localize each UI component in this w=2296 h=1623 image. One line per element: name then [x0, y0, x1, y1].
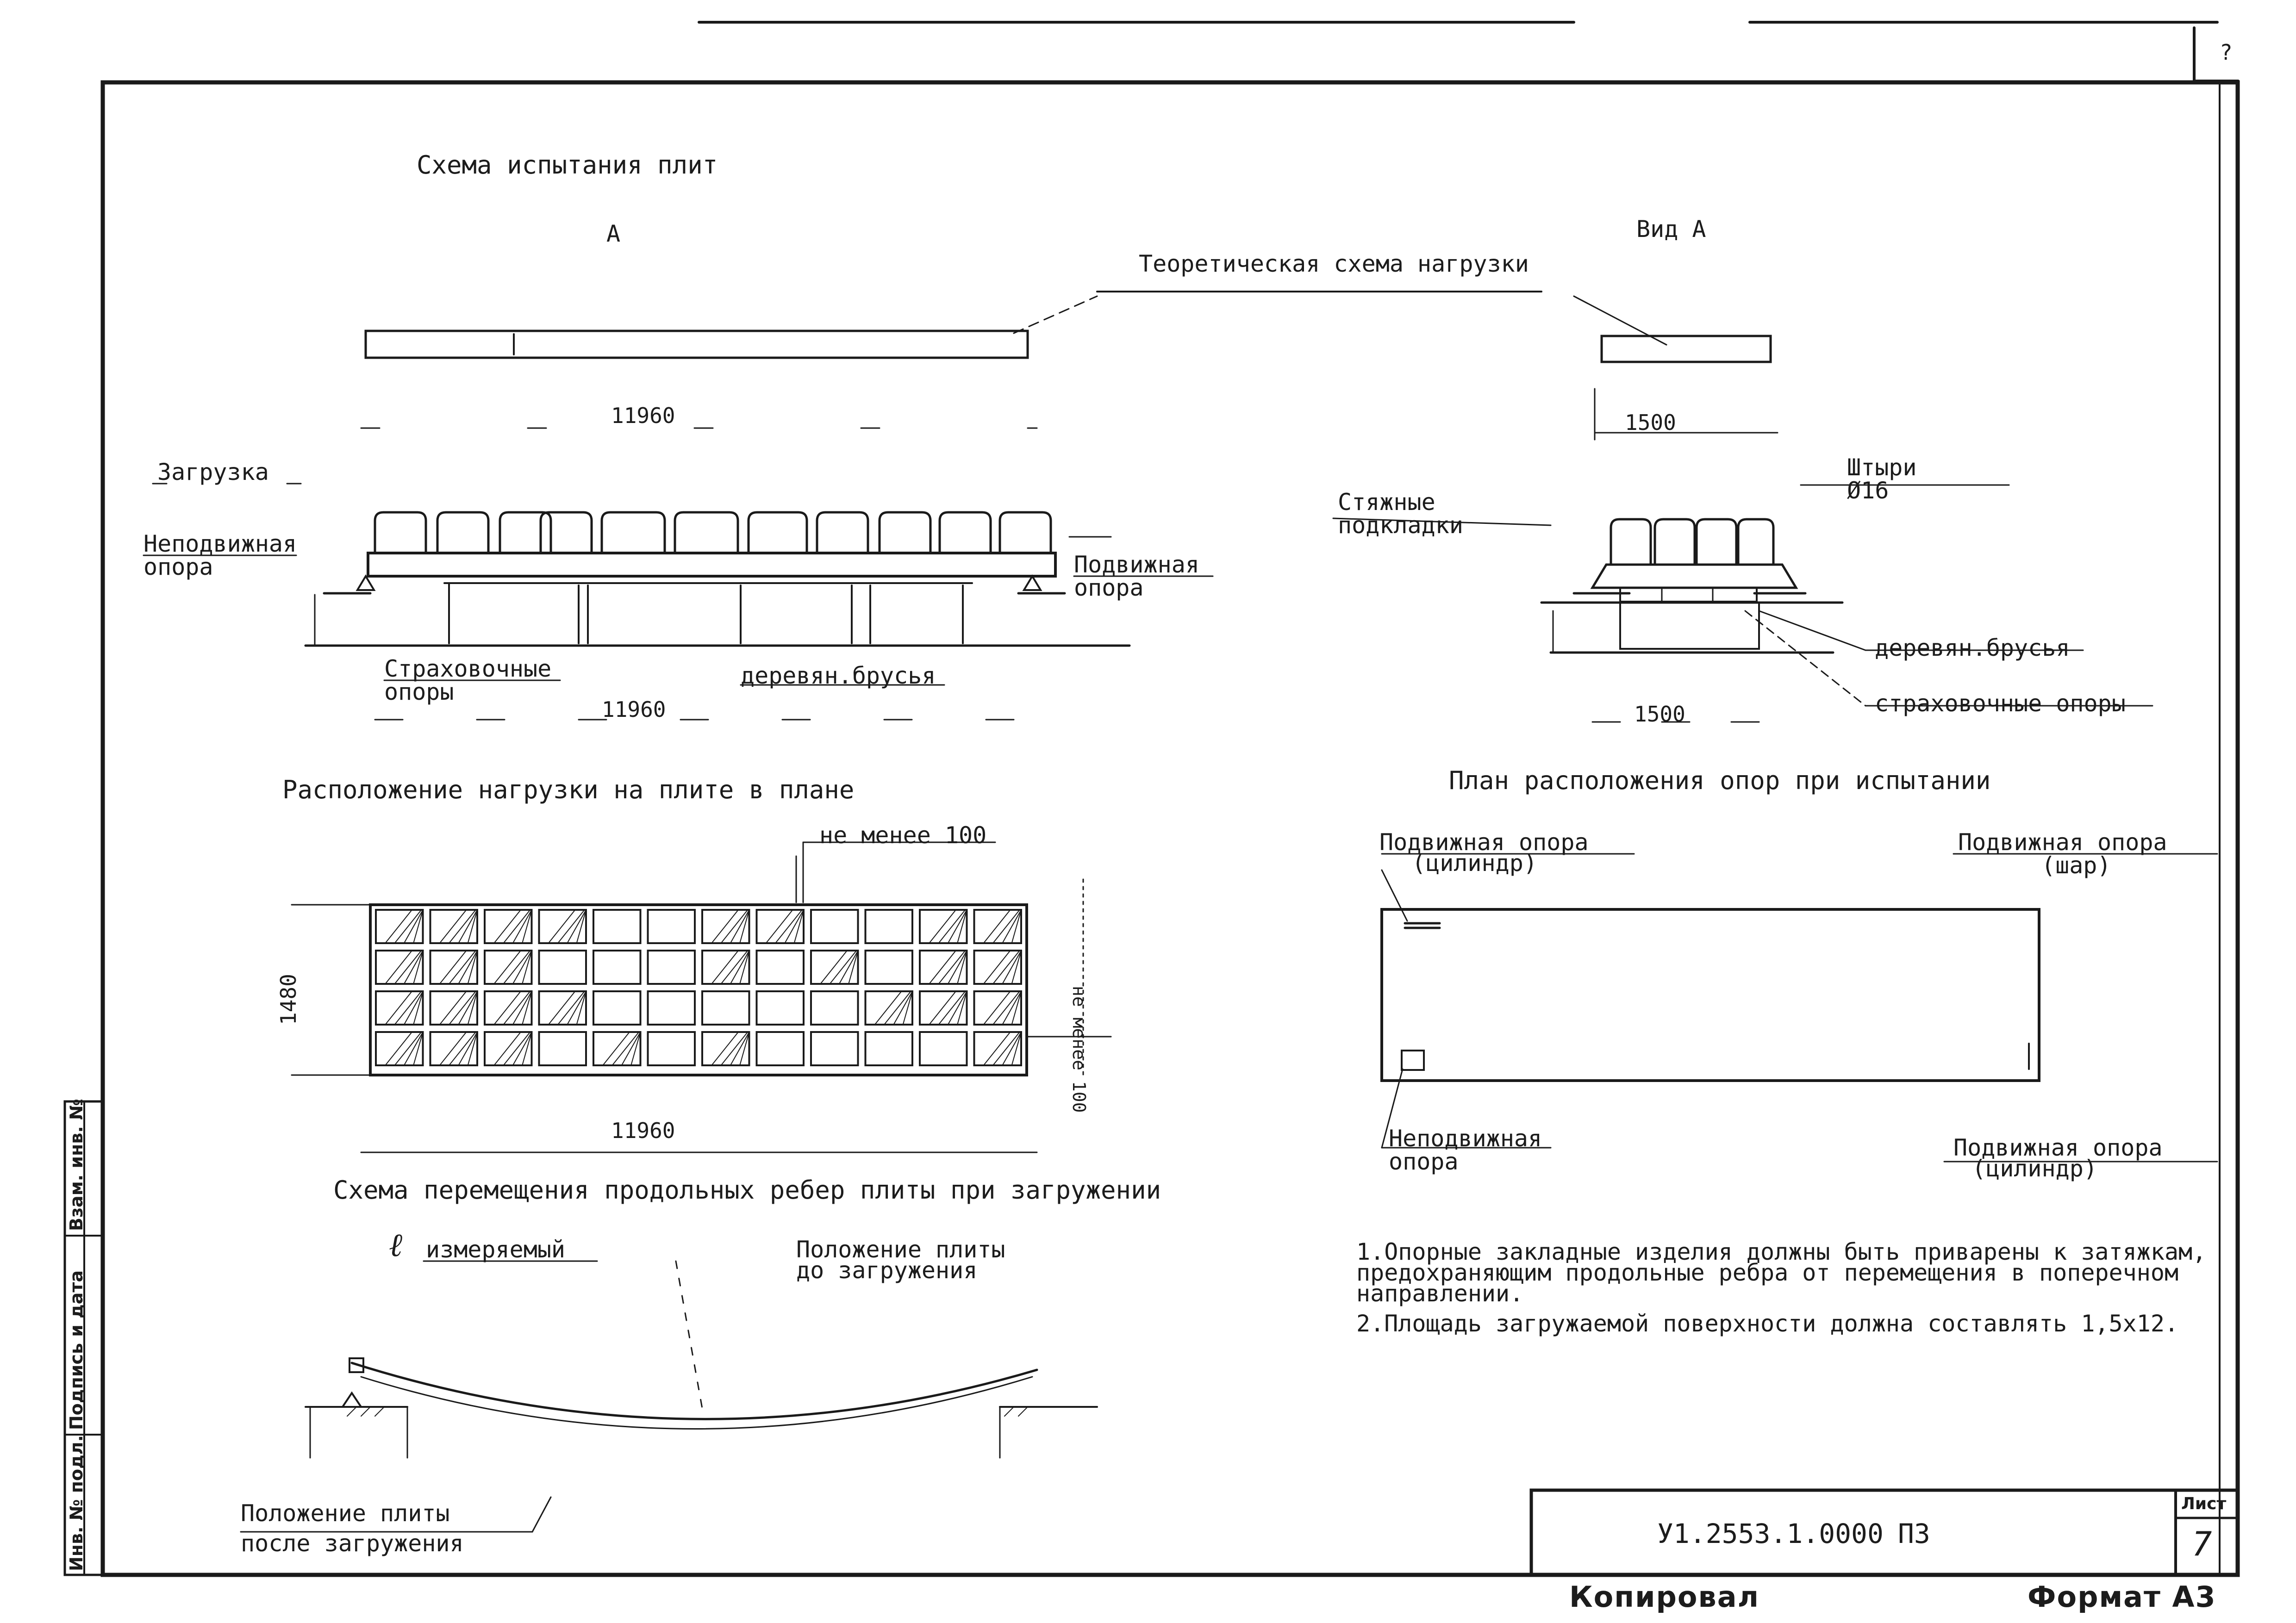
load-block: [648, 1032, 695, 1065]
min-gap-side-label: не менее 100: [1069, 986, 1089, 1113]
pins-label: Штыри Ø16: [1847, 454, 1917, 504]
movable-ball-label: Подвижная опора: [1958, 829, 2167, 856]
cylinder-label-2: (цилиндр): [1972, 1155, 2097, 1182]
side-stamp-col3: Взам. инв. №: [66, 1099, 87, 1231]
load-block: [485, 1032, 532, 1065]
load-block: [702, 951, 749, 984]
sheet-number: 7: [2192, 1524, 2212, 1563]
fixed-support-label: Неподвижная опора: [144, 530, 297, 580]
after-label-2: после загружения: [241, 1530, 464, 1557]
load-block: [920, 1032, 967, 1065]
ball-label: (шар): [2041, 852, 2111, 879]
load-blocks-view-a: [1611, 519, 1773, 565]
load-block: [866, 910, 913, 943]
load-block: [593, 951, 641, 984]
load-block: [485, 951, 532, 984]
load-block: [376, 910, 423, 943]
slab-section: [1592, 565, 1796, 588]
load-block: [811, 1032, 858, 1065]
side-stamp-col2: Подпись и дата: [66, 1270, 87, 1430]
load-block: [866, 1032, 913, 1065]
load-block: [485, 991, 532, 1025]
section3-title: План расположения опор при испытании: [1449, 766, 1991, 795]
note-line-1: 1.Опорные закладные изделия должны быть приварены к затяжкам,: [1356, 1238, 2207, 1265]
deflected-slab-upper: [352, 1363, 1037, 1419]
load-block: [702, 1032, 749, 1065]
load-block: [430, 910, 478, 943]
load-block: [974, 951, 1022, 984]
load-block: [430, 951, 478, 984]
load-block: [376, 951, 423, 984]
sheet-frame: [103, 82, 2238, 1575]
min-gap-label: не менее 100: [819, 822, 987, 849]
load-block: [866, 991, 913, 1025]
dim-width-bottom: 1500: [1634, 702, 1685, 727]
load-block: [430, 991, 478, 1025]
fixed-label: Неподвижная: [1389, 1125, 1542, 1152]
theoretical-load-bar-a: [1602, 336, 1771, 362]
load-block: [593, 910, 641, 943]
load-block: [811, 951, 858, 984]
format-label: Формат А3: [2028, 1580, 2216, 1614]
before-label-1: Положение плиты: [796, 1236, 1005, 1263]
load-block: [430, 1032, 478, 1065]
dim-length: 11960: [611, 1118, 675, 1143]
hinged-ties-label: Стяжные подкладки: [1338, 489, 1463, 539]
load-block: [539, 1032, 586, 1065]
dim-width: 1500: [1625, 410, 1676, 435]
load-block: [811, 991, 858, 1025]
note-line-4: 2.Площадь загружаемой поверхности должна составлять 1,5х12.: [1356, 1310, 2179, 1337]
load-block: [866, 951, 913, 984]
load-plan-outline: [370, 905, 1027, 1075]
section2-title: Расположение нагрузки на плите в плане: [282, 775, 855, 804]
doc-type: ПЗ: [1898, 1518, 1930, 1549]
note-line-3: направлении.: [1356, 1280, 1524, 1307]
load-block: [757, 910, 804, 943]
corner-mark: ?: [2220, 40, 2233, 65]
slab-elevation: [368, 553, 1055, 576]
load-blocks-elevation: [375, 512, 1051, 553]
load-block: [757, 991, 804, 1025]
movable-support-label: Подвижная опора: [1074, 551, 1199, 601]
safety-supports-a-label: страховочные опоры: [1875, 690, 2126, 717]
load-block: [376, 1032, 423, 1065]
load-block: [811, 910, 858, 943]
load-block: [539, 991, 586, 1025]
movable-cylinder-label-2: Подвижная опора: [1953, 1134, 2163, 1161]
view-a-title: Вид А: [1636, 216, 1706, 243]
load-block: [539, 951, 586, 984]
load-block: [539, 910, 586, 943]
safety-supports-label: Страховочные опоры: [384, 655, 552, 705]
wood-beams-a-label: деревян.брусья: [1875, 634, 2070, 661]
section4-title: Схема перемещения продольных ребер плиты при загружении: [333, 1175, 1161, 1205]
load-block: [757, 951, 804, 984]
copied-by: Копировал: [1569, 1580, 1760, 1614]
theoretical-load-bar: [366, 331, 1028, 358]
load-block: [376, 991, 423, 1025]
ell-symbol: ℓ: [389, 1226, 403, 1264]
load-label: Загрузка: [157, 459, 269, 485]
after-label-1: Положение плиты: [241, 1500, 450, 1527]
load-block: [920, 991, 967, 1025]
wood-beams-label: деревян.брусья: [741, 662, 936, 689]
load-block: [593, 991, 641, 1025]
measured-label: измеряемый: [426, 1236, 566, 1263]
load-block: [757, 1032, 804, 1065]
load-block: [974, 910, 1022, 943]
load-block: [485, 910, 532, 943]
fixed-label-2: опора: [1389, 1148, 1459, 1175]
load-block: [702, 991, 749, 1025]
load-block: [974, 1032, 1022, 1065]
side-stamp-col1: Инв. № подл.: [66, 1435, 87, 1571]
load-plan-grid: [376, 910, 1021, 1065]
title-block: [1531, 1490, 2238, 1575]
doc-code: У1.2553.1.0000: [1657, 1518, 1884, 1549]
theoretical-load-label: Теоретическая схема нагрузки: [1139, 250, 1529, 277]
movable-cylinder-label: Подвижная опора: [1379, 829, 1589, 856]
before-label-2: до загружения: [796, 1257, 978, 1284]
dim-height: 1480: [276, 974, 301, 1025]
cylinder-label: (цилиндр): [1412, 850, 1537, 877]
load-block: [593, 1032, 641, 1065]
load-block: [648, 910, 695, 943]
load-block: [648, 951, 695, 984]
sheet-label: Лист: [2181, 1494, 2227, 1513]
load-block: [920, 951, 967, 984]
section1-title: Схема испытания плит: [417, 150, 718, 180]
deflected-slab-lower: [361, 1377, 1032, 1429]
dim-span: 11960: [611, 403, 675, 428]
note-line-2: предохраняющим продольные ребра от перемещения в поперечном: [1356, 1259, 2179, 1286]
load-block: [920, 910, 967, 943]
load-block: [974, 991, 1022, 1025]
dim-span-bottom: 11960: [602, 697, 666, 722]
load-block: [648, 991, 695, 1025]
support-plan-outline: [1382, 909, 2039, 1081]
view-mark: А: [606, 220, 621, 247]
load-block: [702, 910, 749, 943]
